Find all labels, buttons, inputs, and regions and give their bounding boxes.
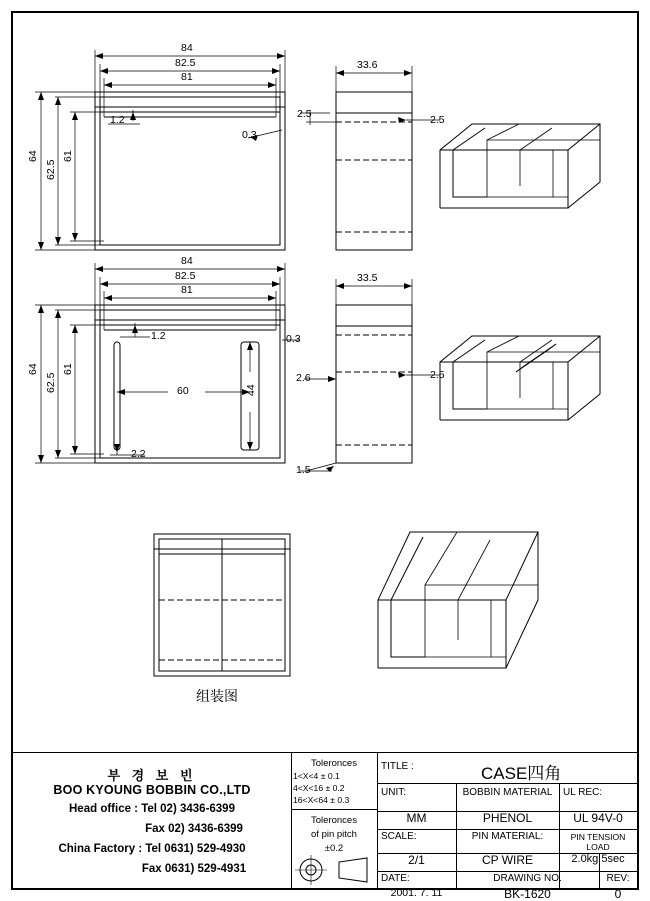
dim-84-mid: 84 [181,255,193,267]
dim-2_2-mid: 2.2 [131,448,146,460]
date-value: 2001. 7. 11 [390,887,443,899]
drawing-no-label: DRAWING NO. [493,873,562,884]
title-field-value: CASE四角 [481,764,562,783]
dim-0_3-top: 0.3 [242,129,257,141]
pin-tension-label: PIN TENSION LOAD [570,832,626,852]
company-name: BOO KYOUNG BOBBIN CO.,LTD [53,783,251,797]
view-mid-side [336,305,412,463]
view-mid-side-dimlines [300,279,440,471]
tolerance-row-3: 16<X<64 ± 0.3 [293,795,350,805]
view-mid-front-dimlines [35,263,300,463]
company-korean: 부 경 보 빈 [107,768,197,783]
scale-value: 2/1 [408,853,425,867]
company-head-office-fax: Fax 02) 3436-6399 [145,823,243,835]
first-angle-projection-symbol [293,853,383,887]
dim-2_5-mid-right: 2.5 [430,369,445,381]
pin-material-label: PIN MATERIAL: [471,831,544,842]
dim-1_2-top: 1.2 [110,114,125,126]
tb-hline-3 [377,829,637,830]
company-head-office: Head office : Tel 02) 3436-6399 [69,803,235,815]
ul-rec-label: UL REC: [563,787,603,798]
tolerance-row-2: 4<X<16 ± 0.2 [293,783,345,793]
dim-64-top: 64 [27,150,39,162]
dim-33_5: 33.5 [357,272,378,284]
dim-60-mid: 60 [177,385,189,397]
dim-81-top: 81 [181,71,193,83]
tolerance-row-1: 1<X<4 ± 0.1 [293,771,340,781]
bobbin-material-label: BOBBIN MATERIAL [462,787,553,798]
title-block [13,752,637,901]
dim-2_5-left: 2.5 [297,108,312,120]
dim-1_2-mid: 1.2 [151,330,166,342]
scale-label: SCALE: [381,831,417,842]
view-mid-side-arrows [326,283,412,472]
dim-44-mid: 44 [245,384,257,396]
tb-hline-tol [291,809,377,810]
dim-33_6: 33.6 [357,59,378,71]
view-iso-top [440,124,600,208]
dim-2_6: 2.6 [296,372,311,384]
pin-tension-value: 2.0kg 5sec [571,853,625,865]
company-china-factory: China Factory : Tel 0631) 529-4930 [58,843,246,855]
rev-value: 0 [614,887,622,901]
dim-2_5-right: 2.5 [430,114,445,126]
view-top-side-dimlines [300,66,440,125]
drawing-no-value: BK-1620 [504,887,551,901]
bobbin-material-value: PHENOL [482,811,533,825]
dim-1_5: 1.5 [296,464,311,476]
view-assembly [154,534,290,676]
dim-62_5-mid: 62.5 [45,372,57,393]
tb-hline-5 [377,871,637,872]
pin-pitch-sub: of pin pitch [311,829,357,840]
assembly-label: 组装图 [196,688,238,704]
pin-pitch-value: ±0.2 [324,843,344,854]
unit-value: MM [406,811,427,825]
dim-62_5-top: 62.5 [45,159,57,180]
dim-84-top: 84 [181,42,193,54]
dim-0_3-mid: 0.3 [286,333,301,345]
pin-pitch-heading: Toleronces [311,815,357,826]
view-top-side [336,92,412,250]
dim-61-top: 61 [62,150,74,162]
unit-label: UNIT: [381,787,406,798]
title-field-label: TITLE : [381,761,414,772]
view-top-side-arrows [336,70,412,123]
view-iso-mid [440,336,600,420]
pin-material-value: CP WIRE [481,853,534,867]
rev-label: REV: [606,873,630,884]
dim-81-mid: 81 [181,284,193,296]
dim-82_5-top: 82.5 [175,57,196,69]
view-iso-assembly [378,532,538,668]
dim-64-mid: 64 [27,363,39,375]
company-china-factory-fax: Fax 0631) 529-4931 [141,863,247,875]
dim-61-mid: 61 [62,363,74,375]
ul-rec-value: UL 94V-0 [573,811,623,825]
tolerances-heading: Toleronces [311,758,357,769]
date-label: DATE: [381,873,410,884]
dim-82_5-mid: 82.5 [175,270,196,282]
